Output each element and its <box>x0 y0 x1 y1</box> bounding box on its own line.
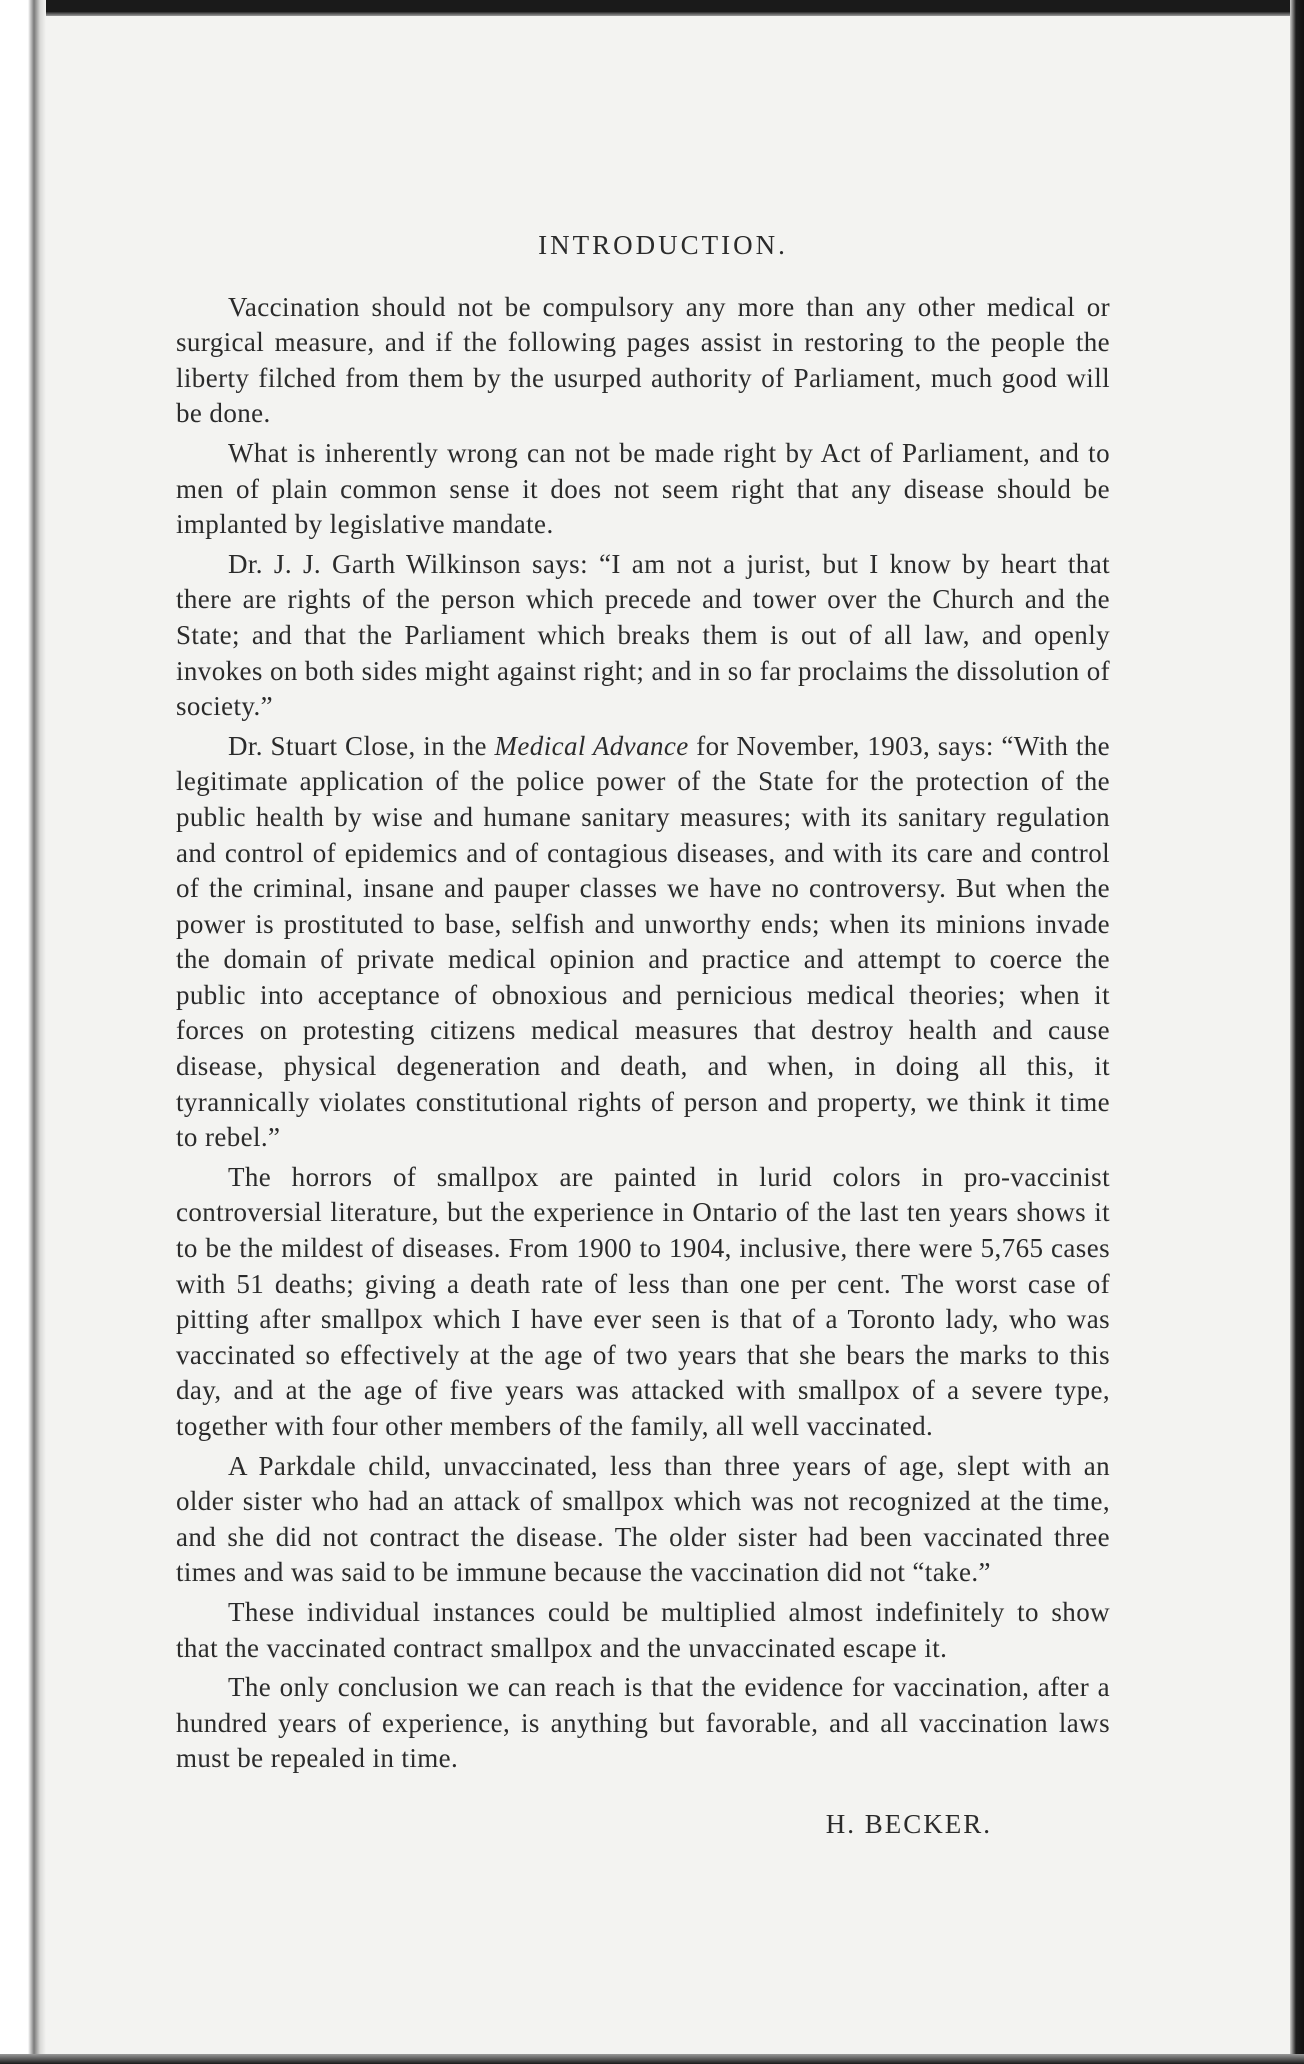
paragraph-close-quote <box>176 729 1110 1156</box>
scan-top-border <box>0 0 1304 16</box>
paragraph-conclusion: The only conclusion we can reach is that the evidence for vaccination, after a hundred years of experience, is anything but favorable, and all vaccination laws must be repealed in time. <box>176 1672 1110 1774</box>
paragraph-inherently-wrong: What is inherently wrong can not be made right by Act of Parliament, and to men of plain common sense it does not seem right that any disease should be implanted by legislative mandate. <box>176 437 1110 540</box>
scan-right-edge <box>1290 0 1304 2064</box>
scan-left-edge <box>0 0 46 2064</box>
page-title: INTRODUCTION. <box>538 230 788 260</box>
author-signature: H. BECKER. <box>825 1808 992 1839</box>
paragraph-individual-instances: These individual instances could be multiplied almost indefinitely to show that the vaccinated contract smallpox and the unvaccinated escape it. <box>176 1596 1110 1663</box>
paragraph-smallpox-ontario: The horrors of smallpox are painted in lurid colors in pro-vaccinist controversial literature, but the experience in Ontario of the last ten years shows it to be the mildest of diseases. From 1900 to 1904, inclusive, there were 5,765 cases with 51 deaths; giving a death rate of less than one per cent. The worst case of pitting after smallpox which I have ever seen is that of a Toronto lady, who was vaccinated so effectively at the age of two years that she bears the marks to this day, and at the age of five years was attacked with smallpox of a severe type, together with four other members of the family, all well vaccinated. <box>176 1161 1110 1441</box>
close-quote-body: for November, 1903, says: “With the legitimate application of the police power of the State for the protection of the public health by wise and humane sanitary measures; with its sanitary regulation and control of epidemics and of contagious diseases, and with its care and control of the criminal, insane and pauper classes we have no controversy. But when the power is prostituted to base, selfish and unworthy ends; when its minions invade the domain of private medical opinion and practice and attempt to coerce the public into acceptance of obnoxious and pernicious medical theories; when it forces on protesting citizens medical measures that destroy health and cause disease, physical degeneration and death, and when, in doing all this, it tyrannically violates constitutional rights of person and property, we think it time to rebel.” <box>176 730 1111 1153</box>
page-text-block <box>176 228 1110 1843</box>
paragraph-parkdale-child: A Parkdale child, unvaccinated, less than three years of age, slept with an older sister who had an attack of smallpox which was not recognized at the time, and she did not contract the disease. The older sister had been vaccinated three times and was said to be immune because the vaccination did not “take.” <box>176 1450 1110 1588</box>
close-quote-intro: Dr. Stuart Close, in the <box>228 730 495 761</box>
paragraph-wilkinson-quote: Dr. J. J. Garth Wilkinson says: “I am not a jurist, but I know by heart that there are rights of the person which precede and tower over the Church and the State; and that the Parliament which breaks them is out of all law, and openly invokes on both sides might against right; and in so far proclaims the dissolution of society.” <box>176 548 1110 722</box>
journal-title: Medical Advance <box>494 730 689 761</box>
paragraph-compulsory: Vaccination should not be compulsory any more than any other medical or surgical measure, and if the following pages assist in restoring to the people the liberty filched from them by the usurped authority of Parliament, much good will be done. <box>176 291 1110 429</box>
scan-bottom-border <box>0 2054 1304 2064</box>
